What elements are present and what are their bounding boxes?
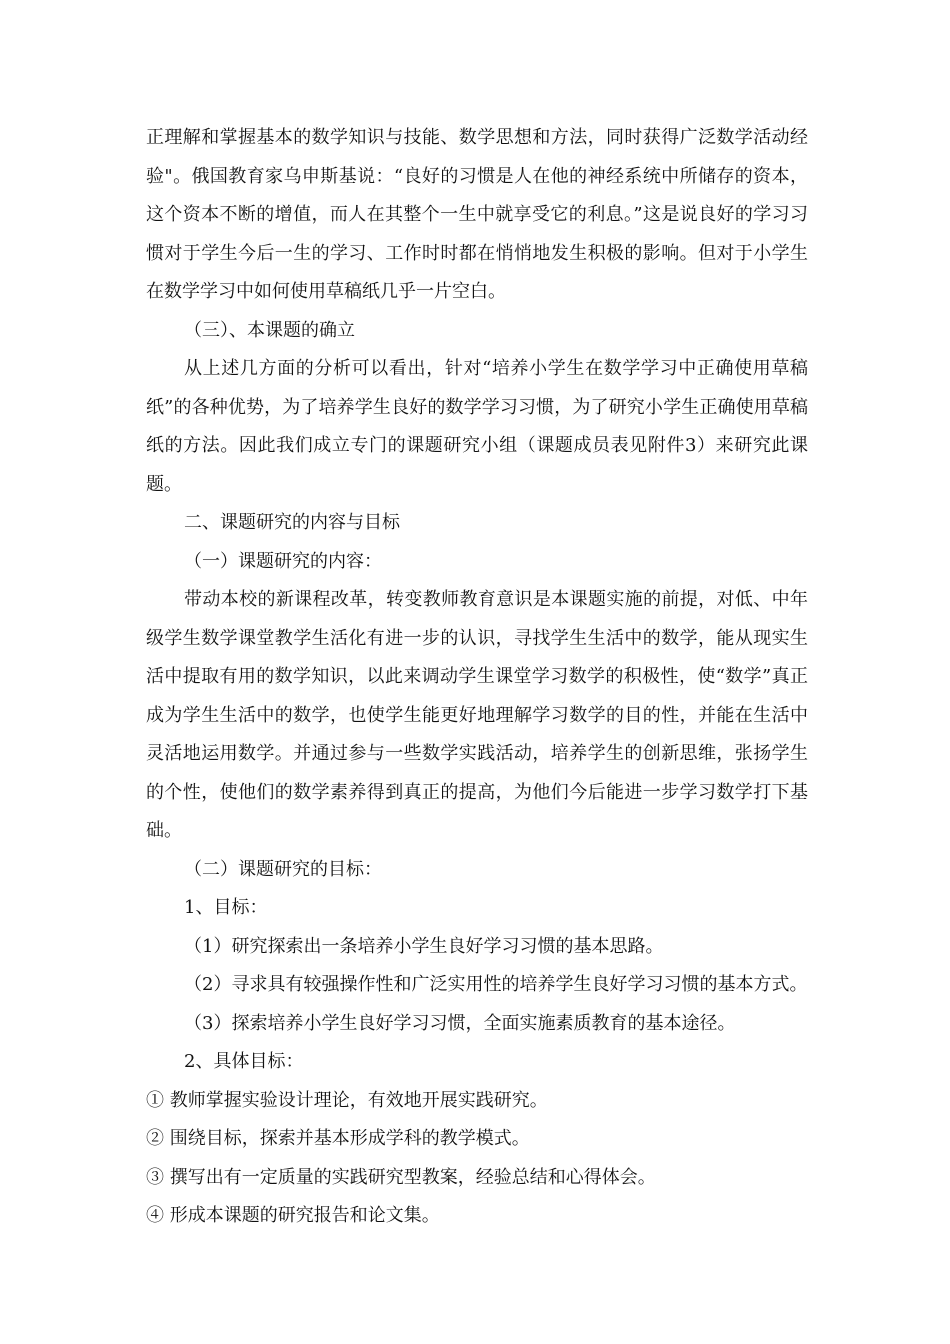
specific-goals-heading: 2、具体目标： <box>184 1051 304 1072</box>
specific-goal-item-2: ② 围绕目标，探索并基本形成学科的教学模式。 <box>146 1128 530 1149</box>
section-heading-content-and-goals: 二、课题研究的内容与目标 <box>184 512 400 533</box>
specific-goal-item-3: ③ 撰写出有一定质量的实践研究型教案，经验总结和心得体会。 <box>146 1166 656 1188</box>
subsection-heading-research-content: （一）课题研究的内容： <box>184 550 382 572</box>
paragraph-continuation: 正理解和掌握基本的数学知识与技能、数学思想和方法，同时获得广泛数学活动经验"。俄国教育家乌申斯基说：“良好的习惯是人在他的神经系统中所储存的资本，这个资本不断的增值，而人在其整个一生中就享受它的利息。”这是说良好的学习习惯对于学生今后一生的学习、工作时时都在悄悄地发生积极的影响。但对于小学生在数学学习中如何使用草稿纸几乎一片空白。 <box>146 127 808 302</box>
goal-item-3: （3）探索培养小学生良好学习习惯，全面实施素质教育的基本途径。 <box>184 1012 736 1034</box>
goal-item-1: （1）研究探索出一条培养小学生良好学习习惯的基本思路。 <box>184 935 664 957</box>
paragraph-topic-establishment: 从上述几方面的分析可以看出，针对“培养小学生在数学学习中正确使用草稿纸”的各种优势，为了培养学生良好的数学学习习惯，为了研究小学生正确使用草稿纸的方法。因此我们成立专门的课题研究小组（课题成员表见附件3）来研究此课题。 <box>146 358 808 495</box>
specific-goal-item-1: ① 教师掌握实验设计理论，有效地开展实践研究。 <box>146 1089 548 1111</box>
subsection-heading-research-goals: （二）课题研究的目标： <box>184 858 382 880</box>
document-body <box>146 119 808 1236</box>
goal-item-2: （2）寻求具有较强操作性和广泛实用性的培养学生良好学习习惯的基本方式。 <box>184 974 808 995</box>
goals-heading: 1、目标： <box>184 897 268 918</box>
section-heading-topic-establishment: （三）、本课题的确立 <box>184 319 355 341</box>
specific-goal-item-4: ④ 形成本课题的研究报告和论文集。 <box>146 1205 440 1226</box>
paragraph-research-content: 带动本校的新课程改革，转变教师教育意识是本课题实施的前提，对低、中年级学生数学课堂教学生活化有进一步的认识，寻找学生生活中的数学，能从现实生活中提取有用的数学知识，以此来调动学生课堂学习数学的积极性，使“数学”真正成为学生生活中的数学，也使学生能更好地理解学习数学的目的性，并能在生活中灵活地运用数学。并通过参与一些数学实践活动，培养学生的创新思维，张扬学生的个性，使他们的数学素养得到真正的提高，为他们今后能进一步学习数学打下基础。 <box>146 589 808 841</box>
